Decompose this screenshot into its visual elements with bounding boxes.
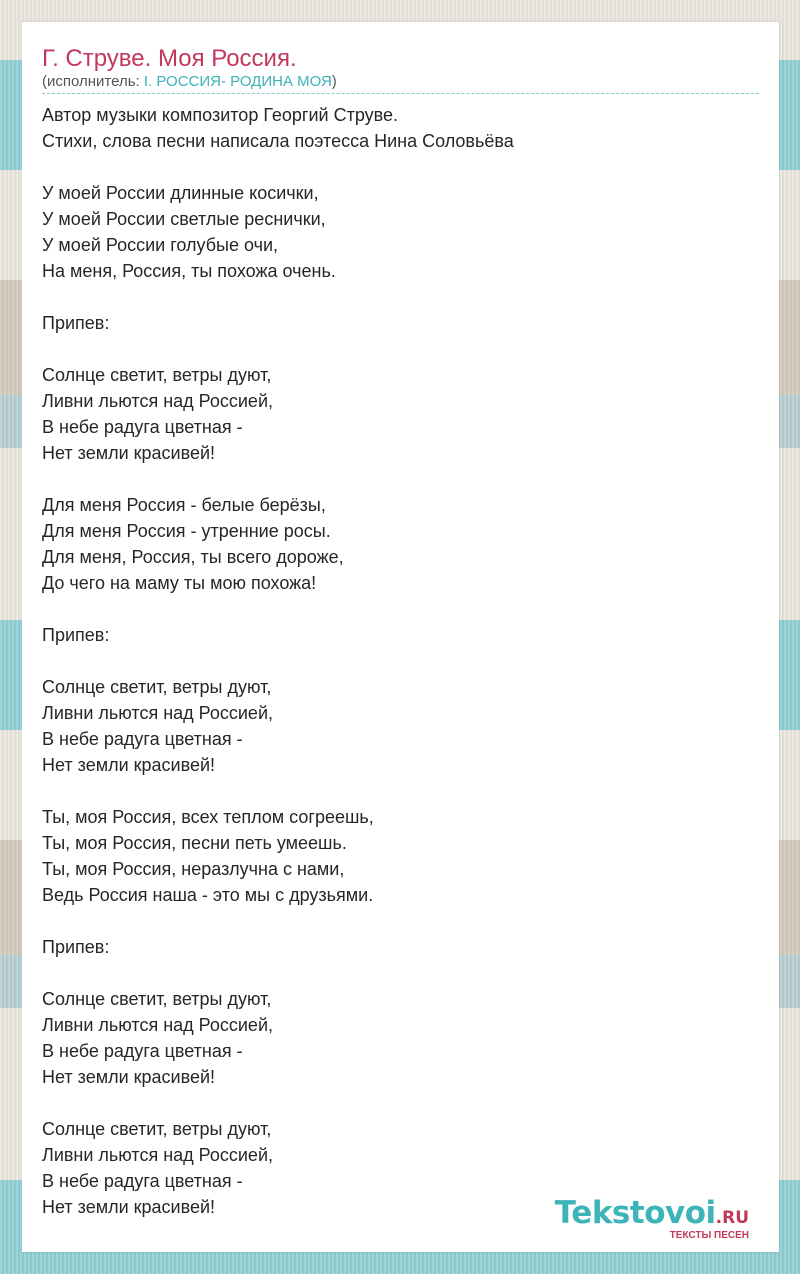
lyric-line: Нет земли красивей! xyxy=(42,443,216,463)
stanza-gap xyxy=(42,960,762,986)
lyric-line: Для меня Россия - утренние росы. xyxy=(42,521,331,541)
lyric-line: Ливни льются над Россией, xyxy=(42,1145,274,1165)
lyric-line: Ведь Россия наша - это мы с друзьями. xyxy=(42,885,374,905)
lyric-line: До чего на маму ты мою похожа! xyxy=(42,573,317,593)
stanza-gap xyxy=(42,778,762,804)
lyric-line: В небе радуга цветная - xyxy=(42,729,243,749)
lyric-line: Припев: xyxy=(42,625,110,645)
stanza-gap xyxy=(42,466,762,492)
lyric-line: Ливни льются над Россией, xyxy=(42,391,274,411)
lyrics-card xyxy=(22,22,779,1252)
lyric-line: Ты, моя Россия, песни петь умеешь. xyxy=(42,833,347,853)
logo-name: Tekstovoi xyxy=(554,1195,716,1231)
stanza-gap xyxy=(42,596,762,622)
title-divider xyxy=(42,93,759,94)
stanza-gap xyxy=(42,648,762,674)
logo-tagline: ТЕКСТЫ ПЕСЕН xyxy=(669,1230,749,1241)
stanza-gap xyxy=(42,336,762,362)
lyric-line: Солнце светит, ветры дуют, xyxy=(42,989,272,1009)
lyric-line: В небе радуга цветная - xyxy=(42,417,243,437)
lyric-line: У моей России светлые реснички, xyxy=(42,209,326,229)
performer-prefix: (исполнитель: xyxy=(42,73,144,90)
performer-suffix: ) xyxy=(331,73,337,90)
lyric-line: В небе радуга цветная - xyxy=(42,1041,243,1061)
lyric-line: Ты, моя Россия, всех теплом согреешь, xyxy=(42,807,374,827)
lyric-line: У моей России голубые очи, xyxy=(42,235,279,255)
lyrics-text xyxy=(42,102,762,1220)
site-logo[interactable] xyxy=(555,1196,749,1230)
stanza-gap xyxy=(42,1090,762,1116)
lyric-line: Ливни льются над Россией, xyxy=(42,1015,274,1035)
lyric-line: Для меня, Россия, ты всего дороже, xyxy=(42,547,344,567)
lyric-line: Ливни льются над Россией, xyxy=(42,703,274,723)
lyric-line: Стихи, слова песни написала поэтесса Нина Соловьёва xyxy=(42,131,514,151)
lyric-line: Солнце светит, ветры дуют, xyxy=(42,365,272,385)
lyric-line: Припев: xyxy=(42,313,110,333)
performer-line xyxy=(42,72,337,92)
stanza-gap xyxy=(42,908,762,934)
stanza-gap xyxy=(42,284,762,310)
lyric-line: Нет земли красивей! xyxy=(42,1067,216,1087)
lyric-line: Нет земли красивей! xyxy=(42,1197,216,1217)
lyric-line: В небе радуга цветная - xyxy=(42,1171,243,1191)
lyric-line: Нет земли красивей! xyxy=(42,755,216,775)
page-title: Г. Струве. Моя Россия. xyxy=(42,45,297,72)
performer-link[interactable]: I. РОССИЯ- РОДИНА МОЯ xyxy=(143,73,332,90)
lyric-line: Солнце светит, ветры дуют, xyxy=(42,677,272,697)
lyric-line: Припев: xyxy=(42,937,110,957)
lyric-line: Солнце светит, ветры дуют, xyxy=(42,1119,272,1139)
lyric-line: Для меня Россия - белые берёзы, xyxy=(42,495,326,515)
lyric-line: У моей России длинные косички, xyxy=(42,183,319,203)
stanza-gap xyxy=(42,154,762,180)
logo-tld: .RU xyxy=(715,1208,749,1228)
lyric-line: Ты, моя Россия, неразлучна с нами, xyxy=(42,859,345,879)
lyric-line: Автор музыки композитор Георгий Струве. xyxy=(42,105,399,125)
lyric-line: На меня, Россия, ты похожа очень. xyxy=(42,261,336,281)
